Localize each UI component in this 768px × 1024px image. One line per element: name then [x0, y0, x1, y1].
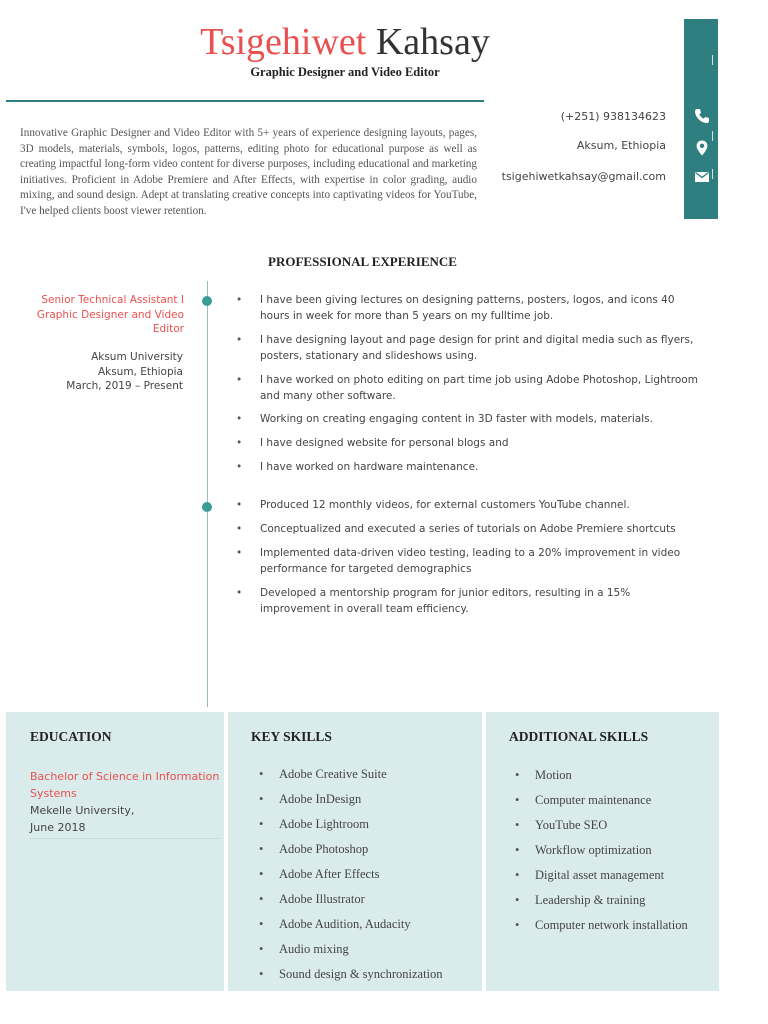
location-pin-icon [693, 139, 711, 157]
candidate-name [0, 20, 690, 64]
list-item: • I have been giving lectures on designing patterns, posters, logos, and icons 40 hours in week for more than 5 years on my fulltime job. [232, 293, 700, 325]
timeline-dot [202, 502, 212, 512]
list-item: • Adobe Creative Suite [253, 767, 387, 782]
envelope-icon [693, 168, 711, 186]
list-item: • Developed a mentorship program for junior editors, resulting in a 15% improvement in overall team efficiency. [232, 586, 700, 618]
list-item: • I have worked on hardware maintenance. [232, 460, 700, 476]
list-item: • YouTube SEO [509, 818, 607, 833]
additional-skills-panel [486, 712, 719, 991]
list-item: • I have designed website for personal blogs and [232, 436, 700, 452]
location-text: Aksum, Ethiopia [576, 139, 666, 152]
list-item: • Adobe Audition, Audacity [253, 917, 411, 932]
first-name: Tsigehiwet [200, 21, 367, 63]
school-name: Mekelle University, [30, 804, 135, 817]
graduation-date: June 2018 [30, 821, 86, 834]
header-divider [6, 100, 484, 102]
employer-location: Aksum, Ethiopia [97, 366, 183, 378]
education-divider [30, 838, 220, 839]
role-title: Senior Technical Assistant I Graphic Designer and Video Editor [36, 294, 184, 335]
list-item: • Adobe InDesign [253, 792, 361, 807]
timeline-line [207, 281, 208, 707]
section-heading-additional-skills: ADDITIONAL SKILLS [509, 729, 649, 744]
list-item: • Conceptualized and executed a series of tutorials on Adobe Premiere shortcuts [232, 522, 700, 538]
list-item: • Workflow optimization [509, 843, 652, 858]
last-name: Kahsay [375, 21, 490, 63]
list-item: • Adobe Illustrator [253, 892, 365, 907]
key-skills-panel [228, 712, 482, 991]
email-address[interactable]: tsigehiwetkahsay@gmail.com [501, 170, 666, 183]
employer: Aksum University [91, 351, 183, 363]
list-item: • Adobe Photoshop [253, 842, 368, 857]
section-heading-experience: PROFESSIONAL EXPERIENCE [268, 254, 457, 269]
section-heading-education: EDUCATION [30, 729, 112, 744]
employment-dates: March, 2019 – Present [66, 380, 183, 392]
list-item: • Sound design & synchronization [253, 967, 443, 982]
list-item: • Motion [509, 768, 572, 783]
bar-divider [712, 169, 713, 179]
list-item: • Digital asset management [509, 868, 664, 883]
list-item: • I have designing layout and page design for print and digital media such as flyers, posters, stationary and slideshows using. [232, 333, 700, 365]
degree-title: Bachelor of Science in Information Systems [30, 770, 220, 800]
education-panel [6, 712, 224, 991]
profile-summary: Innovative Graphic Designer and Video Editor with 5+ years of experience designing layouts, pages, 3D models, materials, symbols, logos, patterns, editing photo for educational purpose as well as creating impactful long-form video content for diverse purposes, including educational and marketing initiatives. Proficient in Adobe Premiere and After Effects, with expertise in color grading, audio mixing, and sound design. Adept at translating creative concepts into captivating videos for YouTube, I've helped clients boost viewer retention. [20, 127, 477, 217]
bar-divider [712, 55, 713, 65]
list-item: • Produced 12 monthly videos, for external customers YouTube channel. [232, 498, 700, 514]
list-item: • I have worked on photo editing on part time job using Adobe Photoshop, Lightroom and many other software. [232, 373, 700, 405]
list-item: • Adobe After Effects [253, 867, 379, 882]
list-item: • Working on creating engaging content in 3D faster with models, materials. [232, 412, 700, 428]
list-item: • Audio mixing [253, 942, 349, 957]
phone-number[interactable]: (+251) 938134623 [560, 110, 666, 123]
timeline-dot [202, 296, 212, 306]
list-item: • Adobe Lightroom [253, 817, 369, 832]
section-heading-key-skills: KEY SKILLS [251, 729, 332, 744]
list-item: • Implemented data-driven video testing, leading to a 20% improvement in video performance for targeted demographics [232, 546, 700, 578]
job-title: Graphic Designer and Video Editor [250, 65, 440, 79]
phone-icon [693, 107, 711, 125]
list-item: • Computer network installation [509, 918, 688, 933]
list-item: • Leadership & training [509, 893, 645, 908]
bar-divider [712, 131, 713, 141]
list-item: • Computer maintenance [509, 793, 651, 808]
